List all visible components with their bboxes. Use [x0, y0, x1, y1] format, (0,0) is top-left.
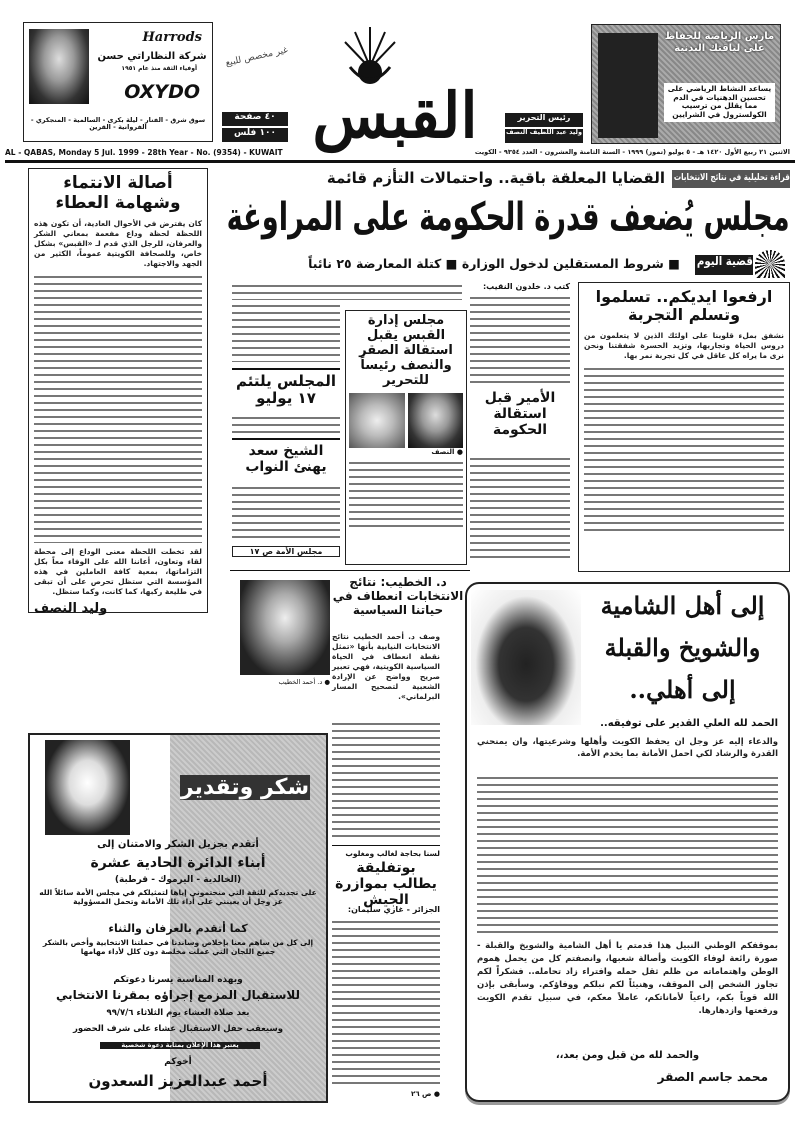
ad-branches: سوق شرق - الفنار - ليلة بكرى - السالمية - المنجكري - الفروانية - القرين	[30, 116, 206, 132]
subhead: ■ شروط المستقلين لدخول الوزارة ■ كتلة المعارضة ٢٥ نائباً	[308, 256, 680, 271]
sheikh-body	[232, 484, 340, 542]
price: ١٠٠ فلس	[222, 128, 288, 142]
photo-caption: ● النصف	[431, 447, 463, 456]
ad-line: (الخالدية - اليرموك - قرطبة)	[114, 875, 242, 885]
analysis-kicker: قراءة تحليلية في نتائج الانتخابات	[672, 170, 790, 188]
section-logo-icon	[755, 250, 785, 278]
editorial-signature: وليد النصف	[34, 601, 108, 617]
ad-brand: Harrods	[142, 30, 202, 45]
editorial-paragraph: كان يفترض في الأحوال العادية، أن تكون هذه اللحظة لحظة وداع مفعمة بمعاني الشكر والعرفان، للرجل الذي قدم لـ «القبس» بشكل خاص، وللصحافة الكويتية عموماً، الكثير من الجهد والاجتهاد.	[34, 219, 202, 269]
saqr-ad-closing: والحمد لله من قبل ومن بعد،،	[555, 1050, 700, 1061]
saqr-ad-title-1: إلى أهل الشامية	[600, 591, 765, 620]
pages-count: ٤٠ صفحة	[222, 112, 288, 126]
bouteflika-body	[332, 918, 440, 1088]
editorial-body	[34, 273, 202, 543]
editor-name: وليد عبد اللطيف النصف	[505, 129, 583, 143]
editorial-closing: لقد تخطت اللحظة معنى الوداع إلى محطة لقاء وتعاون، أعاننا الله على الوفاء معاً بكل التزاماتها، بمعية كافة العاملين في هذه المؤسسة التي ستظل تحرص على أن تبقى في طليعة ركبها، كما كانت، وكما ستظل.	[34, 547, 202, 597]
ad-product: OXYDO	[124, 81, 200, 103]
photo-alnisf	[408, 393, 464, 448]
khatib-headline: د. الخطيب: نتائج الانتخابات انعطاف في حياتنا السياسية	[332, 575, 464, 617]
council-headline: المجلس يلتئم ١٧ يوليو	[232, 368, 340, 408]
ad-line: للاستقبال المزمع إجراؤه بمقرنا الانتخابي	[55, 988, 301, 1002]
saqr-ad-paragraph-2: بموقفكم الوطني النبيل هذا قدمتم يا أهل الشامية والشويخ والقبلة - صورة رائعة لوفاء الكويت وأصالة شعبها، وانصفتم كل من يحمل هموم الوطن واهتماماته من ظلم ثقل حمله وافتراء زاد تحامله.. فشكراً لكم تجاوز الشخص إلى الموقف، وهنيئاً لكم نبلكم ووفاؤكم. وسأبقى بإذن الله قوياً بكم، راعياً لأماناتكم، عاملاً معكم، في سبيل تقدم الكويت ورفعتها وازدهارها.	[477, 941, 778, 1016]
ad-line: إلى كل من ساهم معنا بإخلاص وساندنا في حملتنا الانتخابية وأخص بالشكر جميع اللجان التي عملت مخلصة دون كلل لأداء مهامها	[42, 938, 314, 956]
newspaper-logo: القبس	[312, 79, 478, 152]
ad-company: شركة النظاراتي حسن	[97, 51, 207, 62]
council-page-ref: مجلس الأمة ص ١٧	[232, 546, 340, 557]
council-body	[232, 414, 340, 434]
date-line-ar: الاثنين ٢١ ربيع الأول ١٤٢٠ هـ - ٥ يوليو (تموز) ١٩٩٩ - السنة الثامنة والعشرون - العدد ٩٣٥٤ - الكويت	[474, 148, 790, 156]
masthead-rule	[5, 160, 795, 163]
lead-column-1	[470, 294, 570, 384]
opinion-box	[578, 282, 790, 572]
saqr-ad-title-2: والشويخ والقبلة	[604, 633, 761, 662]
editorial-title-2: وشهامة العطاء	[55, 192, 181, 213]
saqr-portrait	[471, 590, 581, 725]
ad-model-photo	[29, 29, 89, 104]
ad-line: وبهذه المناسبة يسرنا دعوتكم	[113, 975, 243, 985]
subkicker: القضايا المعلقة باقية.. واحتمالات التأزم قائمة	[326, 169, 665, 187]
sheikh-saad-headline: الشيخ سعد يهنئ النواب	[232, 438, 340, 475]
lead-column-2	[232, 282, 462, 300]
opinion-body	[584, 365, 784, 535]
section-label: قضية اليوم	[695, 255, 753, 275]
ad-signature: أحمد عبدالعزيز السعدون	[88, 1072, 268, 1090]
ad-line: وسيعقب حفل الاستقبال عشاء على شرف الحضور	[72, 1024, 284, 1034]
section-divider	[230, 570, 470, 571]
saqr-ad-body	[477, 774, 778, 934]
photo-alsaqr	[349, 393, 405, 448]
lead-byline: كتب د. خلدون النقيب:	[482, 282, 570, 291]
ad-line: أتقدم بجزيل الشكر والامتنان إلى	[97, 839, 259, 850]
bouteflika-page-ref: ● ص ٢٦	[411, 1090, 440, 1098]
ad-sports	[591, 24, 781, 144]
editor-label: رئيس التحرير	[505, 113, 583, 127]
ad-line: يعتبر هذا الإعلان بمثابة دعوة شخصية	[100, 1042, 260, 1049]
saqr-ad-signature: محمد جاسم الصقر	[657, 1070, 768, 1084]
ad-portrait	[45, 740, 130, 835]
khatib-caption: ● د. أحمد الخطيب	[278, 678, 330, 686]
opinion-paragraph: نشفق بملء قلوبنا على اولئك الذين لا يتعلمون من دروس الحياة وتجاربها، وتزيد الحسرة شفقتنا ونحن نرى ما يراه كل عاقل في كل تجربة نمر بها.	[584, 330, 784, 360]
editorial-title-1: أصالة الانتماء	[63, 173, 173, 193]
opinion-title-2: وتسلم التجربة	[627, 305, 741, 325]
saqr-ad-paragraph: والدعاء إليه عز وجل ان يحفظ الكويت وأهلها وشرعيتها، وان يمنحني القدرة والرشاد لكي احمل الأمانة بما يخدم الأمة.	[477, 737, 778, 759]
board-headline: مجلس إدارة القبس يقبل استقالة الصقر والنصف رئيساً للتحرير	[359, 313, 453, 388]
bouteflika-headline: بوتفليقة يطالب بموازرة الجيش	[335, 860, 437, 909]
ad-since: أوفياء الثقة منذ عام ١٩٥١	[121, 65, 197, 72]
photo-khatib	[240, 580, 330, 675]
ad-line: أبناء الدائرة الحادية عشرة	[90, 855, 266, 871]
date-line-en: AL - QABAS, Monday 5 Jul. 1999 - 28th Year - No. (9354) - KUWAIT	[5, 148, 283, 157]
ad-harrods	[23, 22, 213, 142]
opinion-title-1: ارفعوا ايديكم.. تسلموا	[595, 287, 773, 306]
amir-headline: الأمير قبل استقالة الحكومة	[470, 390, 570, 438]
amir-body	[470, 455, 570, 562]
ad-runner-photo	[598, 33, 658, 138]
khatib-paragraph: وصف د. أحمد الخطيب نتائج الانتخابات النيابية بأنها «تمثل نقطة انعطاف في الحياة السياسية الكويتية، فهي تعبير صريح وواضح عن الإرادة الشعبية لتصحيح المسار البرلماني».	[332, 632, 440, 701]
saqr-ad	[465, 582, 790, 1102]
main-headline: مجلس يُضعف قدرة الحكومة على المراوغة	[227, 196, 790, 240]
ad-line: كما أتقدم بالعرفان والثناء	[108, 922, 248, 935]
ad-sports-title: مارس الرياضة للحفاظ على لياقتك البدنية	[664, 31, 775, 54]
ad-line: بعد صلاة العشاء يوم الثلاثاء ٩٩/٧/٦	[106, 1008, 250, 1018]
ad-sports-body: يساعد النشاط الرياضي على تحسين الدهنيات في الدم مما يقلل من ترسيب الكولسترول في الشرايين	[664, 83, 775, 122]
ad-line: على تجديدكم للثقة التي منحتموني إياها لتمثيلكم في مجلس الأمة سائلاً الله عز وجل أن يعينني على أداء تلك الأمانة وتحمل المسؤولية	[39, 888, 317, 906]
board-body	[349, 459, 463, 529]
bouteflika-kicker: لسنا بحاجة لغالب ومغلوب	[332, 845, 440, 858]
khatib-body	[332, 720, 440, 840]
board-announcement	[345, 310, 467, 565]
saqr-ad-lead: الحمد لله العلي القدير على توفيقه..	[600, 718, 778, 729]
ad-thanks-title: شكر وتقدير	[180, 775, 310, 800]
thanks-ad	[28, 733, 328, 1103]
not-for-sale-stamp: غير مخصص للبيع	[224, 45, 289, 69]
saqr-ad-title-3: إلى أهلي..	[629, 675, 736, 704]
bouteflika-byline: الجزائر - غازي سليمان:	[347, 905, 440, 914]
left-editorial	[28, 168, 208, 617]
lead-column-3	[232, 302, 340, 362]
ad-line: أخوكم	[164, 1057, 192, 1067]
